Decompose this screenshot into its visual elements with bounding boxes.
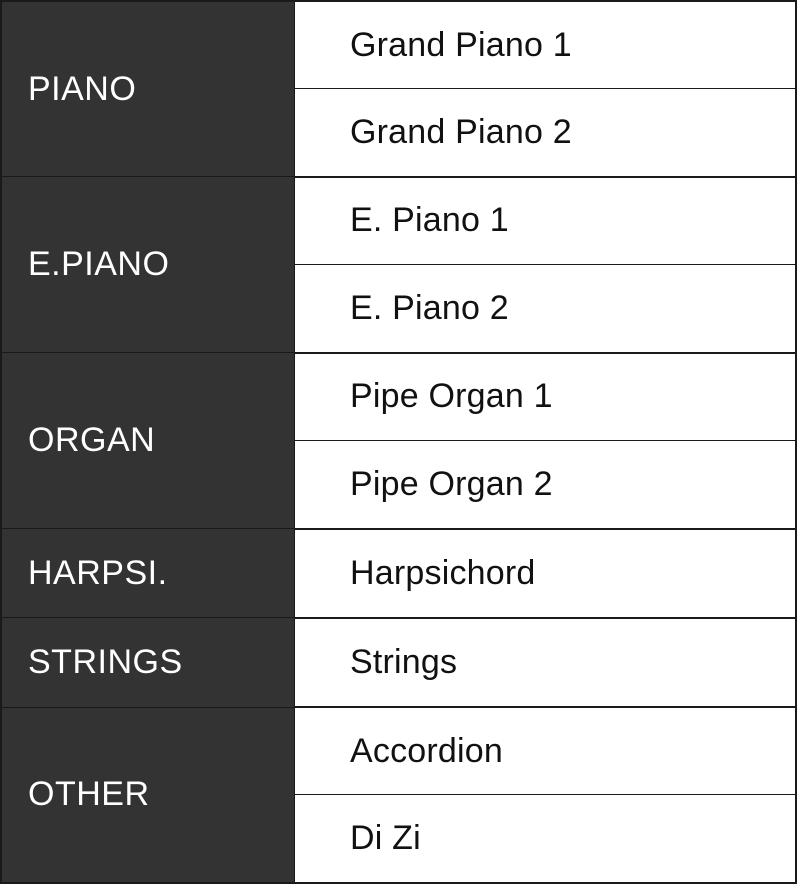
voice-cell — [295, 265, 797, 353]
voice-cell — [295, 707, 797, 795]
table-row — [1, 618, 796, 707]
voice-label: Pipe Organ 2 — [350, 464, 553, 503]
voice-cell — [295, 618, 797, 707]
voice-cell — [295, 441, 797, 529]
category-cell-organ — [1, 353, 295, 529]
table-row — [1, 1, 796, 89]
category-label: HARPSI. — [28, 553, 168, 592]
voice-list-body — [1, 1, 796, 883]
voice-label: Strings — [350, 642, 458, 681]
table-row — [1, 529, 796, 618]
category-label: PIANO — [28, 69, 137, 108]
category-label: ORGAN — [28, 421, 156, 460]
voice-cell — [295, 795, 797, 883]
voice-cell — [295, 89, 797, 177]
voice-label: Grand Piano 1 — [350, 25, 572, 64]
category-label: E.PIANO — [28, 245, 170, 284]
voice-label: Accordion — [350, 731, 503, 770]
table-row — [1, 177, 796, 265]
voice-cell — [295, 1, 797, 89]
voice-label: Grand Piano 2 — [350, 113, 572, 151]
category-label: OTHER — [28, 775, 150, 814]
table-row — [1, 353, 796, 441]
voice-cell — [295, 353, 797, 441]
voice-cell — [295, 529, 797, 618]
voice-label: E. Piano 2 — [350, 288, 509, 327]
table-row — [1, 707, 796, 795]
category-cell-other — [1, 707, 295, 883]
category-cell-strings — [1, 618, 295, 707]
category-cell-harpsi — [1, 529, 295, 618]
voice-label: Di Zi — [350, 819, 421, 858]
voice-cell — [295, 177, 797, 265]
voice-label: Harpsichord — [350, 553, 536, 592]
category-cell-e-piano — [1, 177, 295, 353]
voice-label: Pipe Organ 1 — [350, 377, 553, 416]
voice-label: E. Piano 1 — [350, 201, 509, 240]
category-label: STRINGS — [28, 642, 183, 681]
category-cell-piano — [1, 1, 295, 177]
